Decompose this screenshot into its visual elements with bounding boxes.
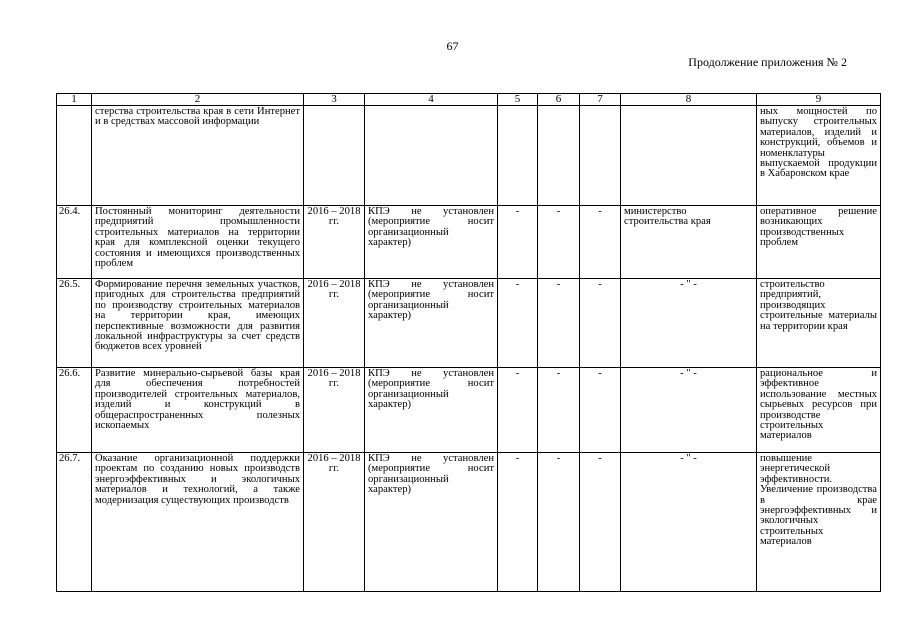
header-col-1: 1 [57,94,92,106]
period: 2016 – 2018 гг. [304,453,365,592]
executor: - " - [621,279,757,368]
row-number: 26.5. [57,279,92,368]
executor: - " - [621,453,757,592]
value-col-7: - [580,206,621,279]
expected-result: оперативное решение возникающих производственных проблем [757,206,881,279]
value-col-5: - [498,453,538,592]
period: 2016 – 2018 гг. [304,206,365,279]
period: 2016 – 2018 гг. [304,279,365,368]
value-col-6: - [538,279,580,368]
period [304,106,365,206]
value-col-7: - [580,453,621,592]
expected-result: рациональное и эффективное использование местных сырьевых ресурсов при производстве строительных материалов [757,368,881,453]
row-number [57,106,92,206]
row-number: 26.6. [57,368,92,453]
executor: - " - [621,368,757,453]
header-row [57,94,881,106]
value-col-5: - [498,206,538,279]
measure-name: Формирование перечня земельных участков, пригодных для строительства предприятий по производству строительных материалов на территории края, имеющих перспективные возможности для развития локальной инфраструктуры за счет средств бюджетов всех уровней [92,279,304,368]
table-row [57,106,881,206]
expected-result: повышение энергетической эффективности. Увеличение производства в крае энергоэффективных и экологичных строительных материалов [757,453,881,592]
value-col-6: - [538,206,580,279]
indicator: КПЭ не установлен (мероприятие носит организационный характер) [365,279,498,368]
value-col-7: - [580,368,621,453]
indicator: КПЭ не установлен (мероприятие носит организационный характер) [365,368,498,453]
table-row [57,368,881,453]
table-row [57,279,881,368]
measure-name: Оказание организационной поддержки проектам по созданию новых производств энергоэффективных и экологичных материалов и технологий, а также модернизация существующих производств [92,453,304,592]
row-number: 26.4. [57,206,92,279]
measure-name: Постоянный мониторинг деятельности предприятий промышленности строительных материалов на территории края для комплексной оценки текущего состояния и имеющихся производственных проблем [92,206,304,279]
expected-result: строительство предприятий, производящих строительные материалы на территории края [757,279,881,368]
header-col-8: 8 [621,94,757,106]
measure-name: Развитие минерально-сырьевой базы края для обеспечения потребностей производителей строительных материалов, изделий и конструкций в общераспространенных полезных ископаемых [92,368,304,453]
period: 2016 – 2018 гг. [304,368,365,453]
appendix-continuation-label: Продолжение приложения № 2 [688,55,847,69]
executor: министерство строительства края [621,206,757,279]
header-col-4: 4 [365,94,498,106]
header-col-3: 3 [304,94,365,106]
indicator [365,106,498,206]
executor [621,106,757,206]
value-col-6: - [538,453,580,592]
value-col-7: - [580,279,621,368]
header-col-2: 2 [92,94,304,106]
value-col-6 [538,106,580,206]
indicator: КПЭ не установлен (мероприятие носит организационный характер) [365,453,498,592]
table-row [57,453,881,592]
value-col-6: - [538,368,580,453]
measures-table [56,93,881,592]
table-row [57,206,881,279]
header-col-5: 5 [498,94,538,106]
measure-name: стерства строительства края в сети Интернет и в средствах массовой информации [92,106,304,206]
expected-result: ных мощностей по выпуску строительных материалов, изделий и конструкций, объемов и номенклатуры выпускаемой продукции в Хабаровском крае [757,106,881,206]
row-number: 26.7. [57,453,92,592]
page-number: 67 [446,39,459,53]
value-col-5: - [498,279,538,368]
value-col-5 [498,106,538,206]
header-col-9: 9 [757,94,881,106]
indicator: КПЭ не установлен (мероприятие носит организационный характер) [365,206,498,279]
value-col-7 [580,106,621,206]
value-col-5: - [498,368,538,453]
header-col-6: 6 [538,94,580,106]
header-col-7: 7 [580,94,621,106]
